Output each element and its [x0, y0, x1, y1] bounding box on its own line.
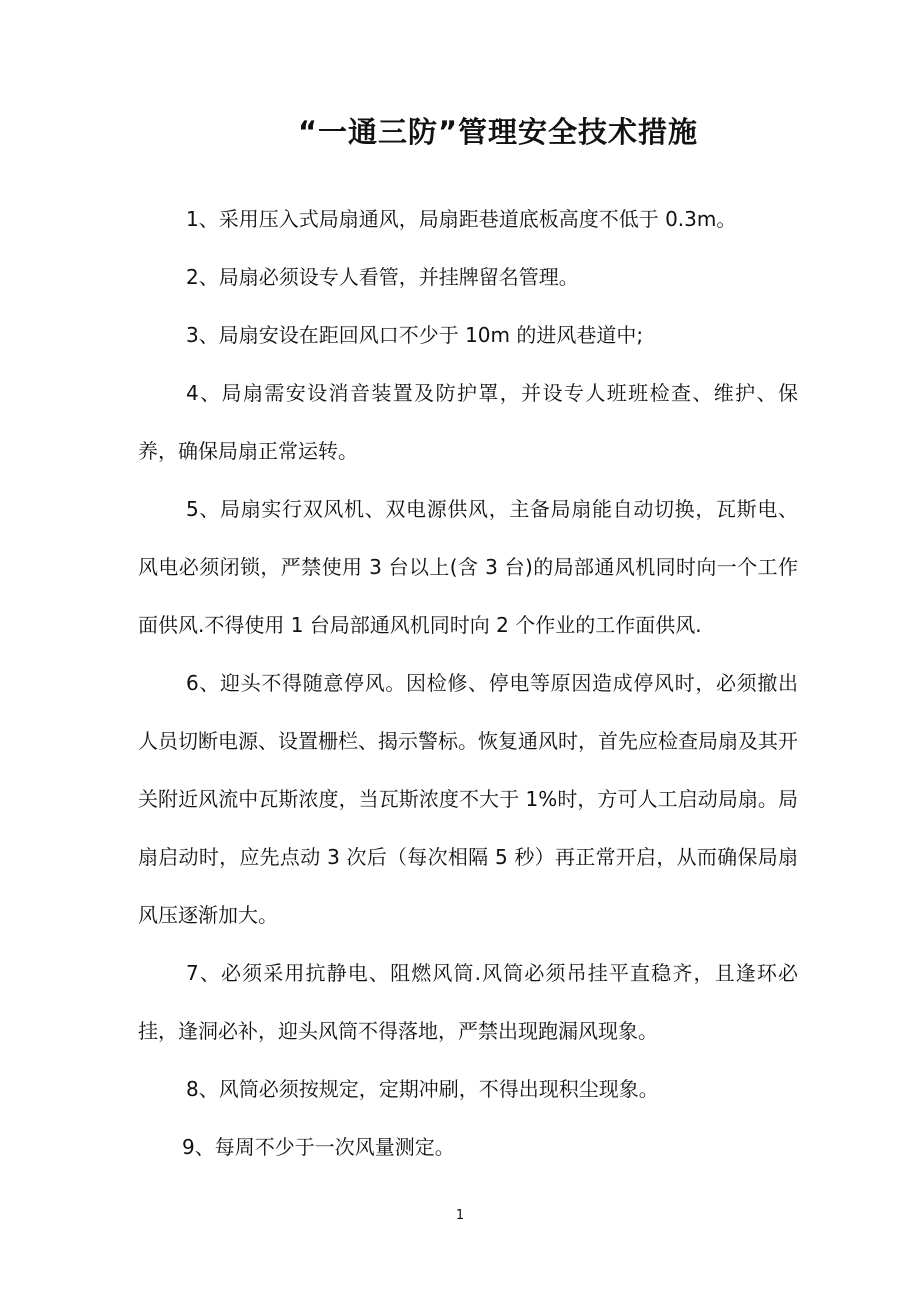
page-number: 1 — [455, 1208, 465, 1223]
paragraph-8: 8、风筒必须按规定，定期冲刷，不得出现积尘现象。 — [186, 1077, 659, 1101]
document-body — [138, 190, 798, 1176]
paragraph-7: 7、必须采用抗静电、阻燃风筒.风筒必须吊挂平直稳齐，且逢环必挂，逢洞必补，迎头风筒不得落地，严禁出现跑漏风现象。 — [138, 961, 798, 1043]
paragraph-4: 4、局扇需安设消音装置及防护罩，并设专人班班检查、维护、保养，确保局扇正常运转。 — [138, 381, 798, 463]
paragraph-6: 6、迎头不得随意停风。因检修、停电等原因造成停风时，必须撤出人员切断电源、设置栅栏、揭示警标。恢复通风时，首先应检查局扇及其开关附近风流中瓦斯浓度，当瓦斯浓度不大于 1%时，方可人工启动局扇。局扇启动时，应先点动 3 次后（每次相隔 5 秒）再正常开启，从而确保局扇风压逐渐加大。 — [138, 671, 798, 927]
paragraph-3: 3、局扇安设在距回风口不少于 10m 的进风巷道中; — [186, 323, 644, 347]
paragraph-9: 9、每周不少于一次风量测定。 — [182, 1135, 455, 1159]
paragraph-2: 2、局扇必须设专人看管，并挂牌留名管理。 — [186, 265, 579, 289]
paragraph-1: 1、采用压入式局扇通风，局扇距巷道底板高度不低于 0.3m。 — [186, 207, 737, 231]
document-title: “一通三防”管理安全技术措施 — [297, 115, 699, 149]
paragraph-5: 5、局扇实行双风机、双电源供风，主备局扇能自动切换，瓦斯电、风电必须闭锁，严禁使用 3 台以上(含 3 台)的局部通风机同时向一个工作面供风.不得使用 1 台局部通风机同时向 2 个作业的工作面供风. — [138, 497, 798, 637]
